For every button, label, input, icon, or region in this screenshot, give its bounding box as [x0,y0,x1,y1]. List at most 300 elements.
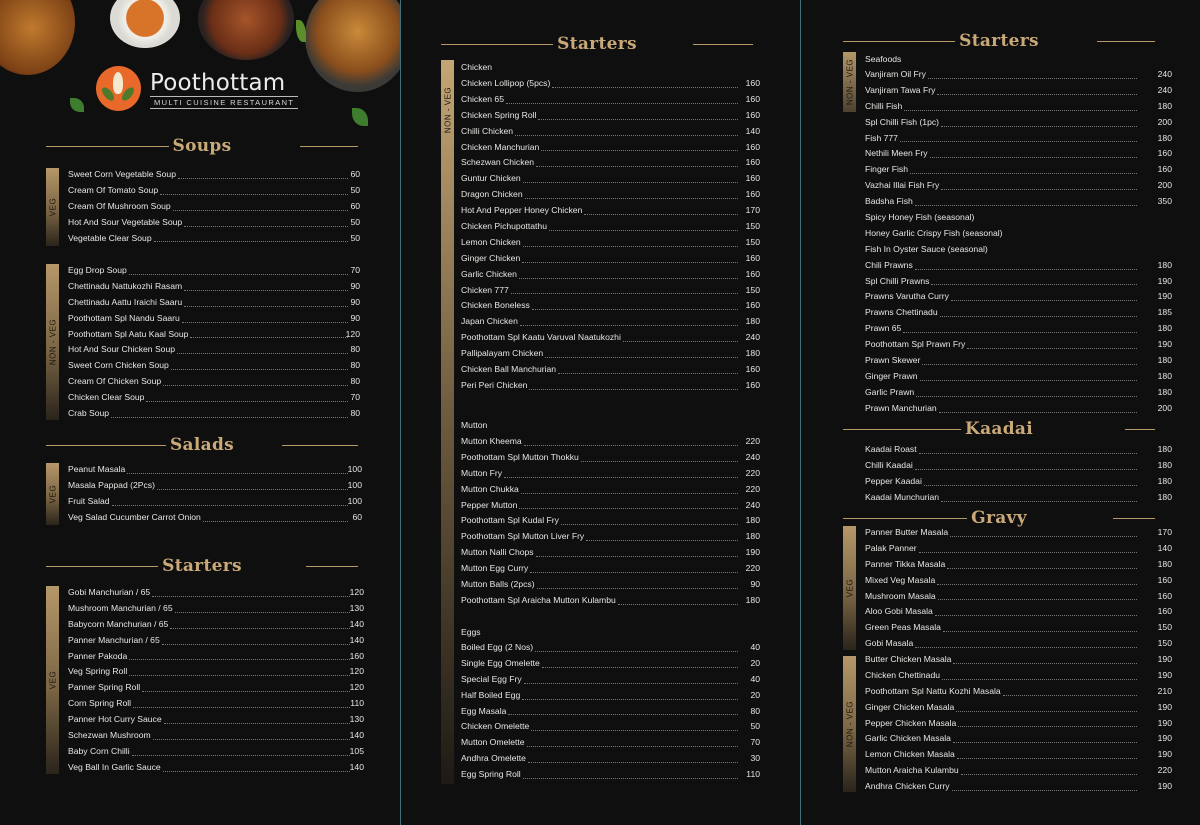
menu-item-row [68,263,368,279]
dotted-leader [508,714,738,715]
menu-item-price: 220 [745,436,760,446]
menu-item-row [461,203,771,219]
dotted-leader [521,493,738,494]
menu-item-price: 160 [1157,574,1172,585]
menu-item-name: Hot And Sour Vegetable Soup [68,216,183,227]
dotted-leader [184,290,348,291]
menu-item-name: Chicken Ball Manchurian [461,364,557,375]
menu-item-name: Sweet Corn Vegetable Soup [68,169,176,179]
menu-item-price: 90 [350,296,360,307]
dotted-leader [950,536,1137,537]
menu-item-name: Andhra Omelette [461,753,526,764]
menu-item-row [865,210,1175,226]
dotted-leader [111,417,348,418]
dotted-leader [537,588,738,589]
menu-item-name: Garlic Prawn [865,386,915,397]
dotted-leader [129,675,350,676]
menu-item-name: Special Egg Fry [461,673,522,684]
menu-item-name: Egg Spring Roll [461,769,521,780]
menu-item-name: Poothottam Spl Kudal Fry [461,515,559,526]
dotted-leader [162,644,350,645]
menu-item-name: Aloo Gobi Masala [865,606,933,617]
dotted-leader [915,205,1137,206]
menu-item-price: 30 [750,753,760,764]
menu-item-price: 180 [1157,475,1172,486]
dotted-leader [132,755,350,756]
menu-item-price: 180 [1157,459,1172,470]
dotted-leader [942,679,1137,680]
menu-item-row [461,298,771,314]
menu-item-row [68,633,378,649]
menu-item-price: 160 [745,93,760,104]
menu-item-name: Poothottam Spl Prawn Fry [865,339,966,350]
menu-item-name: Mutton Chukka [461,483,519,494]
menu-item-price: 180 [745,348,760,359]
menu-item-name: Mutton Araicha Kulambu [865,765,959,776]
menu-item-price: 70 [350,392,360,403]
dotted-leader [163,771,350,772]
menu-item-name: Pepper Mutton [461,499,518,510]
menu-item-price: 140 [1157,542,1172,553]
menu-item-row [865,604,1175,620]
menu-item-row [461,251,771,267]
menu-item-row [461,450,771,466]
menu-item-price: 120 [349,682,364,693]
menu-item-row [865,747,1175,763]
dotted-leader [177,353,348,354]
menu-item-name: Finger Fish [865,164,908,175]
menu-item-row [461,92,771,108]
menu-item-name: Sweet Corn Chicken Soup [68,360,169,371]
dotted-leader [951,300,1137,301]
menu-item-row [461,751,771,767]
menu-item-row [461,498,771,514]
brand-logo [96,66,306,112]
menu-item-price: 180 [1157,444,1172,454]
menu-item-price: 160 [1157,590,1172,601]
leaf-decor-icon [70,98,84,112]
menu-item-name: Guntur Chicken [461,173,521,184]
menu-item-price: 190 [1157,781,1172,792]
dotted-leader [504,477,738,478]
logo-flower-icon [96,66,141,111]
section-header-starters: Starters [843,31,1155,51]
menu-item-price: 150 [1157,638,1172,649]
soups-veg-list [68,167,368,246]
category-mutton: Mutton [461,420,488,430]
dotted-leader [184,306,348,307]
menu-item-price: 240 [745,451,760,462]
menu-item-row [865,731,1175,747]
menu-item-row [461,513,771,529]
menu-item-name: Mushroom Manchurian / 65 [68,602,173,613]
menu-item-row [68,494,368,510]
dotted-leader [919,453,1137,454]
menu-item-price: 60 [350,169,360,179]
dotted-leader [953,742,1137,743]
eggs-list [461,640,771,783]
menu-item-name: Cream Of Tomato Soup [68,184,159,195]
dotted-leader [178,178,348,179]
veg-label-bar: VEG [843,526,856,650]
dotted-leader [182,322,348,323]
menu-item-price: 160 [745,173,760,184]
menu-item-name: Masala Pappad (2Pcs) [68,479,155,490]
menu-item-row [68,728,378,744]
menu-item-name: Mutton Kheema [461,436,522,446]
menu-item-price: 180 [1157,323,1172,334]
menu-item-row [865,700,1175,716]
menu-item-name: Crab Soup [68,408,110,419]
menu-item-row [865,458,1175,474]
menu-item-price: 50 [350,184,360,195]
dotted-leader [519,508,738,509]
menu-item-price: 180 [1157,370,1172,381]
menu-item-name: Mixed Veg Masala [865,574,936,585]
menu-item-row [461,688,771,704]
menu-item-row [461,330,771,346]
menu-item-price: 170 [1157,527,1172,537]
dotted-leader [522,262,738,263]
chicken-list [461,76,771,394]
dotted-leader [919,552,1137,553]
menu-item-name: Gobi Masala [865,638,914,649]
salads-list [68,462,368,526]
dotted-leader [157,489,348,490]
brand-tagline: MULTI CUISINE RESTAURANT [150,98,298,107]
mutton-list [461,434,771,609]
menu-item-name: Garlic Chicken [461,268,517,279]
menu-item-name: Single Egg Omelette [461,657,540,668]
menu-item-name: Panner Spring Roll [68,682,141,693]
menu-item-price: 240 [1157,69,1172,79]
menu-item-price: 50 [350,216,360,227]
menu-item-row [865,763,1175,779]
menu-item-name: Corn Spring Roll [68,698,132,709]
menu-item-name: Ginger Prawn [865,370,918,381]
leaf-decor-icon [352,108,368,126]
menu-item-name: Fish In Oyster Sauce (seasonal) [865,243,988,254]
menu-item-price: 160 [745,364,760,375]
category-seafoods: Seafoods [865,54,902,64]
dotted-leader [915,469,1137,470]
menu-item-price: 220 [745,483,760,494]
menu-item-price: 190 [1157,339,1172,350]
menu-item-row [68,760,378,776]
menu-item-price: 120 [349,587,364,597]
paneer-bowl-image [110,0,180,48]
section-header-starters: Starters [46,556,358,576]
menu-item-name: Dragon Chicken [461,189,523,200]
menu-item-price: 150 [745,221,760,232]
roast-chicken-image [0,0,75,75]
menu-item-row [68,462,368,478]
dotted-leader [952,790,1137,791]
menu-item-row [865,385,1175,401]
dotted-leader [541,150,738,151]
menu-item-price: 240 [745,499,760,510]
dotted-leader [170,628,350,629]
dotted-leader [163,385,348,386]
menu-item-row [461,378,771,394]
menu-item-name: Poothottam Spl Araicha Mutton Kulambu [461,594,616,605]
dotted-leader [903,332,1137,333]
menu-item-row [461,672,771,688]
menu-item-row [68,601,378,617]
menu-item-name: Vegetable Clear Soup [68,232,152,243]
veg-label-bar: VEG [46,463,59,525]
menu-item-price: 160 [745,379,760,390]
menu-item-price: 200 [1157,402,1172,413]
menu-item-name: Ginger Chicken [461,252,521,263]
dotted-leader [536,166,738,167]
menu-item-price: 160 [349,650,364,661]
menu-item-name: Chilli Chicken [461,125,514,136]
menu-item-price: 80 [350,360,360,371]
menu-item-row [68,649,378,665]
menu-item-name: Mutton Egg Curry [461,563,529,574]
dotted-leader [916,396,1137,397]
menu-item-name: Peri Peri Chicken [461,379,528,390]
menu-item-name: Prawn Skewer [865,355,921,366]
menu-item-price: 350 [1157,196,1172,207]
menu-item-row [865,353,1175,369]
menu-item-price: 40 [750,673,760,684]
menu-item-name: Palak Panner [865,542,917,553]
menu-item-name: Veg Salad Cucumber Carrot Onion [68,511,201,522]
gravy-veg-list [865,525,1175,652]
menu-item-name: Half Boiled Egg [461,689,521,700]
dotted-leader [542,667,738,668]
menu-item-price: 160 [745,252,760,263]
menu-item-name: Pepper Kaadai [865,475,922,486]
menu-item-price: 220 [745,467,760,478]
menu-item-name: Honey Garlic Crispy Fish (seasonal) [865,227,1003,238]
menu-item-row [865,226,1175,242]
menu-item-price: 20 [750,689,760,700]
menu-item-row [865,242,1175,258]
menu-item-name: Prawn Manchurian [865,402,937,413]
menu-item-price: 160 [1157,164,1172,175]
dotted-leader [1003,695,1137,696]
dotted-leader [160,194,348,195]
dotted-leader [943,631,1137,632]
menu-item-price: 160 [745,189,760,200]
menu-item-row [68,231,368,247]
kaadai-list [865,442,1175,506]
menu-item-row [461,466,771,482]
menu-item-row [461,561,771,577]
menu-item-row [461,482,771,498]
menu-item-row [68,617,378,633]
menu-item-name: Hot And Pepper Honey Chicken [461,205,583,216]
dotted-leader [522,699,738,700]
menu-item-name: Babycorn Manchurian / 65 [68,618,169,629]
menu-item-name: Chicken Clear Soup [68,392,145,403]
menu-item-row [68,215,368,231]
menu-item-row [865,83,1175,99]
menu-item-row [461,346,771,362]
menu-item-name: Chicken Chettinadu [865,669,941,680]
wings-plate-image [198,0,294,60]
menu-item-row [68,478,368,494]
menu-item-name: Spl Chilli Prawns [865,275,930,286]
dotted-leader [175,612,350,613]
dotted-leader [937,584,1137,585]
menu-item-name: Panner Manchurian / 65 [68,634,160,645]
menu-item-row [865,274,1175,290]
dotted-leader [153,739,350,740]
dotted-leader [535,651,738,652]
menu-item-name: Poothottam Spl Aatu Kaal Soup [68,328,189,339]
dotted-leader [915,269,1137,270]
menu-item-name: Garlic Chicken Masala [865,733,951,744]
menu-item-price: 170 [745,205,760,216]
section-header-soups: Soups [46,136,358,156]
menu-panel-left [0,0,400,825]
menu-item-name: Chilli Kaadai [865,459,913,470]
menu-item-name: Kaadai Munchurian [865,491,940,502]
menu-item-row [865,490,1175,506]
menu-item-price: 190 [745,547,760,558]
dotted-leader [515,135,738,136]
gravy-nonveg-list [865,652,1175,795]
dotted-leader [527,746,738,747]
menu-item-price: 180 [745,515,760,526]
menu-item-price: 130 [349,602,364,613]
menu-item-row [461,314,771,330]
menu-item-name: Boiled Egg (2 Nos) [461,642,534,652]
menu-item-row [68,712,378,728]
menu-item-row [461,76,771,92]
menu-item-price: 190 [1157,701,1172,712]
menu-item-row [461,219,771,235]
menu-item-price: 180 [1157,558,1172,569]
menu-item-row [865,525,1175,541]
menu-item-name: Peanut Masala [68,464,126,474]
menu-item-price: 90 [350,312,360,323]
dotted-leader [129,659,350,660]
menu-item-row [865,115,1175,131]
menu-item-name: Lemon Chicken Masala [865,749,955,760]
dotted-leader [506,103,738,104]
menu-item-price: 110 [746,769,760,780]
menu-item-price: 150 [1157,622,1172,633]
menu-item-price: 240 [745,332,760,343]
menu-item-price: 200 [1157,180,1172,191]
menu-item-price: 160 [745,141,760,152]
menu-item-row [68,664,378,680]
menu-item-row [865,289,1175,305]
menu-item-row [461,593,771,609]
dotted-leader [561,524,738,525]
dotted-leader [164,723,350,724]
menu-item-price: 190 [1157,669,1172,680]
dotted-leader [584,214,738,215]
nonveg-label-bar: NON - VEG [46,264,59,420]
menu-item-row [461,434,771,450]
menu-item-row [865,716,1175,732]
menu-item-row [865,779,1175,795]
dotted-leader [536,556,738,557]
menu-item-name: Cream Of Chicken Soup [68,376,162,387]
dotted-leader [618,604,738,605]
menu-item-name: Vanjiram Oil Fry [865,69,926,79]
menu-item-row [68,167,368,183]
menu-item-row [865,636,1175,652]
menu-item-name: Spl Chilli Fish (1pc) [865,116,940,127]
menu-panel-middle [401,0,800,825]
menu-item-name: Baby Corn Chilli [68,745,130,756]
menu-item-price: 190 [1157,717,1172,728]
nonveg-label-bar: NON - VEG [441,60,454,784]
dotted-leader [586,540,738,541]
menu-item-price: 130 [349,714,364,725]
menu-item-price: 150 [745,236,760,247]
menu-item-row [68,406,368,422]
menu-item-row [865,321,1175,337]
menu-item-row [865,401,1175,417]
dotted-leader [941,189,1137,190]
dotted-leader [523,778,738,779]
menu-item-price: 50 [750,721,760,732]
chicken-pan-image [305,0,410,92]
dotted-leader [529,389,738,390]
menu-item-row [461,124,771,140]
menu-item-row [461,767,771,783]
menu-item-row [865,305,1175,321]
veg-label-bar: VEG [46,586,59,774]
menu-item-row [68,183,368,199]
dotted-leader [531,730,738,731]
nonveg-label-bar: NON - VEG [843,656,856,792]
menu-item-name: Andhra Chicken Curry [865,781,950,792]
menu-item-price: 90 [750,579,760,590]
menu-item-price: 150 [745,284,760,295]
dotted-leader [154,241,348,242]
menu-item-row [865,67,1175,83]
menu-item-price: 20 [750,657,760,668]
dotted-leader [941,501,1137,502]
menu-item-row [865,652,1175,668]
menu-item-name: Pepper Chicken Masala [865,717,957,728]
menu-item-price: 180 [1157,386,1172,397]
menu-item-name: Mutton Omelette [461,737,525,748]
dotted-leader [523,182,738,183]
menu-item-name: Vazhai Illai Fish Fry [865,180,940,191]
menu-item-price: 180 [745,531,760,542]
dotted-leader [558,373,738,374]
menu-item-name: Schezwan Chicken [461,157,535,168]
menu-item-row [865,668,1175,684]
menu-item-row [865,162,1175,178]
menu-item-name: Butter Chicken Masala [865,654,952,664]
brand-name: Poothottam [150,70,286,96]
menu-item-row [865,369,1175,385]
menu-item-row [461,235,771,251]
menu-item-name: Mutton Nalli Chops [461,547,534,558]
dotted-leader [915,647,1137,648]
menu-item-name: Green Peas Masala [865,622,941,633]
dotted-leader [941,126,1137,127]
menu-item-row [865,258,1175,274]
menu-item-name: Chicken Spring Roll [461,109,537,120]
menu-item-row [461,140,771,156]
menu-item-name: Badsha Fish [865,196,913,207]
menu-item-name: Chicken Manchurian [461,141,540,152]
menu-item-row [865,131,1175,147]
menu-item-name: Chicken 777 [461,284,509,295]
